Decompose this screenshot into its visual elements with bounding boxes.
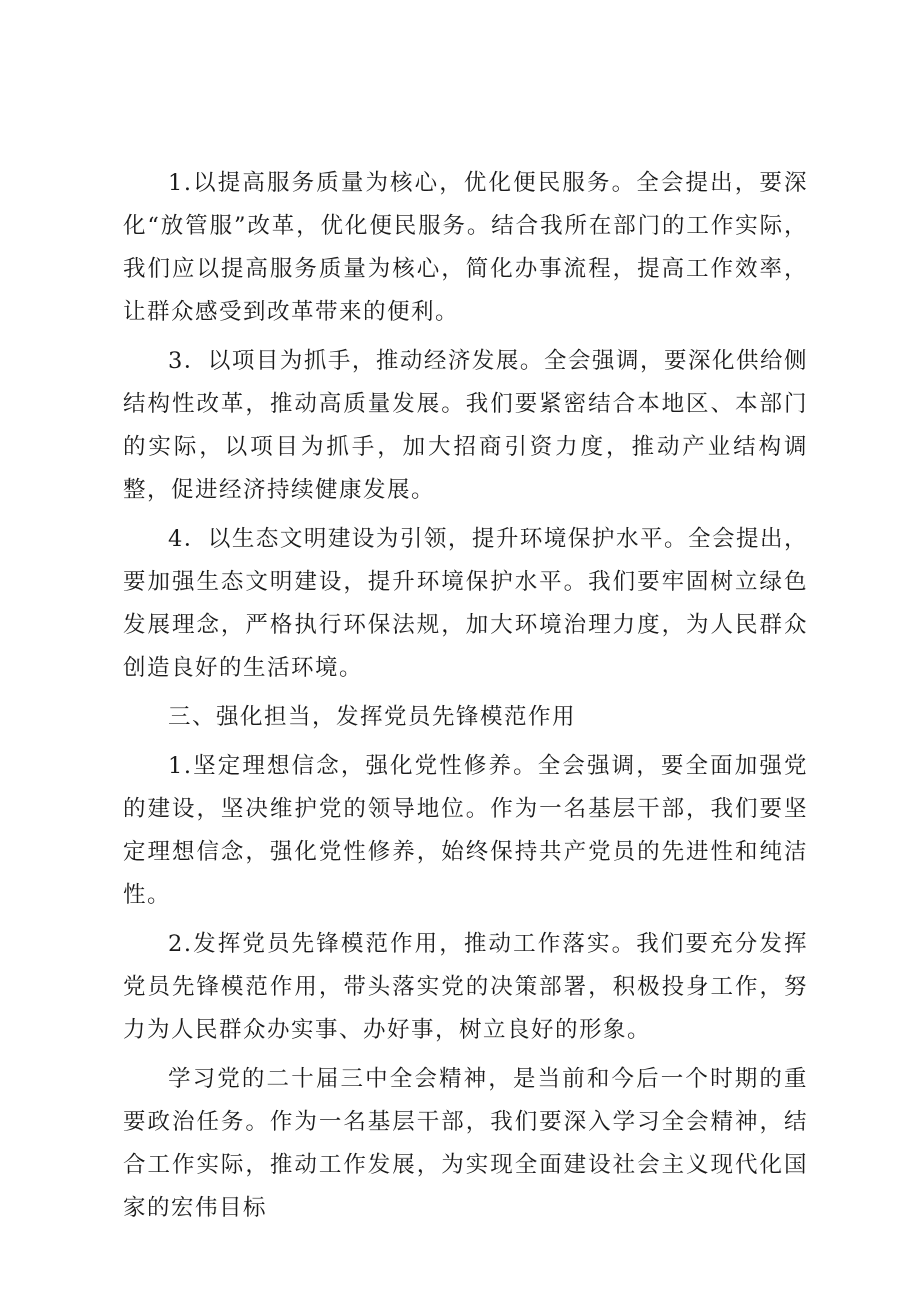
paragraph-vanguard-role: 2.发挥党员先锋模范作用，推动工作落实。我们要充分发挥党员先锋模范作用，带头落实党的决策部署，积极投身工作，努力为人民群众办实事、办好事，树立良好的形象。	[123, 931, 808, 1043]
paragraph-conclusion: 学习党的二十届三中全会精神，是当前和今后一个时期的重要政治任务。作为一名基层干部，我们要深入学习全会精神，结合工作实际，推动工作发展，为实现全面建设社会主义现代化国家的宏伟目标	[123, 1066, 808, 1221]
section-heading: 三、强化担当，发挥党员先锋模范作用	[168, 704, 577, 730]
paragraph-ideals-beliefs: 1.坚定理想信念，强化党性修养。全会强调，要全面加强党的建设，坚决维护党的领导地位。作为一名基层干部，我们要坚定理想信念，强化党性修养，始终保持共产党员的先进性和纯洁性。	[123, 753, 808, 908]
paragraph-service-quality: 1.以提高服务质量为核心，优化便民服务。全会提出，要深化“放管服”改革，优化便民服务。结合我所在部门的工作实际，我们应以提高服务质量为核心，简化办事流程，提高工作效率，让群众感受到改革带来的便利。	[123, 170, 808, 325]
paragraph-project-economy: 3．以项目为抓手，推动经济发展。全会强调，要深化供给侧结构性改革，推动高质量发展。我们要紧密结合本地区、本部门的实际，以项目为抓手，加大招商引资力度，推动产业结构调整，促进经济持续健康发展。	[123, 348, 808, 503]
document-page	[123, 162, 808, 1236]
paragraph-ecological-civilization: 4．以生态文明建设为引领，提升环境保护水平。全会提出，要加强生态文明建设，提升环境保护水平。我们要牢固树立绿色发展理念，严格执行环保法规，加大环境治理力度，为人民群众创造良好的生活环境。	[123, 526, 808, 681]
